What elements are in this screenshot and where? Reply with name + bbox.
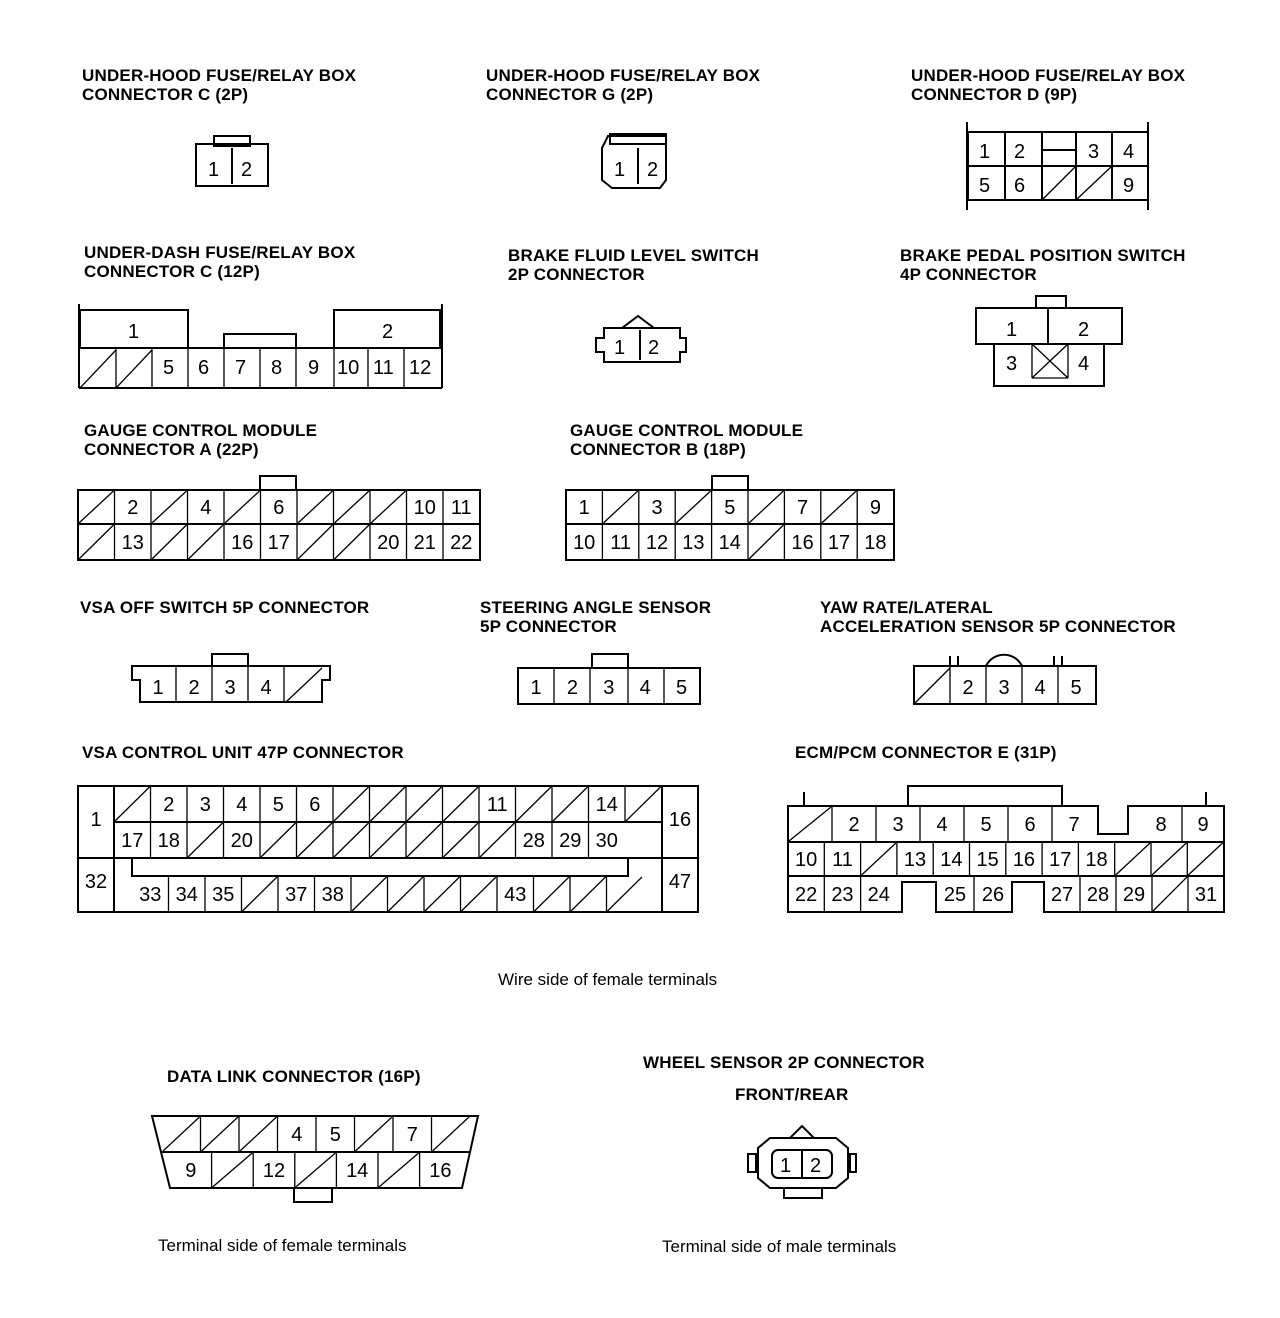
empty-cavity	[480, 823, 515, 857]
pin-label: 14	[940, 849, 963, 871]
connector-brake-fluid	[596, 316, 686, 362]
pin-label: 11	[832, 849, 853, 871]
empty-cavity	[444, 787, 479, 821]
connector-ecm-pcm	[788, 786, 1224, 912]
empty-cavity	[822, 491, 856, 523]
pin-label: 32	[84, 871, 108, 893]
pin-label: 7	[1068, 814, 1080, 836]
connector-brake-pedal	[976, 296, 1122, 386]
empty-cavity	[789, 807, 831, 841]
pin-label: 16	[791, 532, 814, 554]
pin-label: 1	[90, 809, 102, 831]
pin-label: 10	[413, 497, 436, 519]
empty-cavity	[1153, 877, 1187, 911]
pin-label: 14	[718, 532, 741, 554]
pin-label: 1	[152, 677, 164, 699]
pin-label: 2	[1078, 319, 1090, 341]
empty-cavity	[608, 877, 643, 911]
empty-cavity	[425, 877, 460, 911]
empty-cavity	[298, 823, 333, 857]
pin-label: 17	[121, 830, 144, 852]
pin-label: 11	[610, 532, 631, 554]
pin-label: 38	[321, 884, 344, 906]
pin-label: 13	[682, 532, 705, 554]
pin-label: 9	[869, 497, 881, 519]
pin-label: 47	[668, 871, 692, 893]
title-underdash-c: UNDER-DASH FUSE/RELAY BOX CONNECTOR C (12P)	[84, 243, 356, 281]
empty-cavity	[213, 1153, 253, 1187]
title-brake-pedal: BRAKE PEDAL POSITION SWITCH 4P CONNECTOR	[900, 246, 1186, 284]
title-yaw-rate: YAW RATE/LATERAL ACCELERATION SENSOR 5P CONNECTOR	[820, 598, 1176, 636]
empty-cavity	[152, 525, 187, 559]
pin-label: 1	[208, 159, 220, 181]
pin-label: 13	[903, 849, 927, 871]
pin-label: 18	[1085, 849, 1108, 871]
empty-cavity	[371, 787, 406, 821]
pin-label: 2	[1014, 141, 1026, 163]
empty-cavity	[298, 491, 333, 523]
pin-label: 7	[406, 1124, 418, 1146]
empty-cavity	[749, 491, 783, 523]
pin-label: 37	[285, 884, 308, 906]
pin-label: 15	[976, 849, 999, 871]
caption-terminal-side-male: Terminal side of male terminals	[662, 1237, 897, 1256]
pin-label: 6	[1014, 175, 1026, 197]
pin-label: 31	[1194, 884, 1218, 906]
empty-cavity	[407, 823, 442, 857]
pin-label: 11	[450, 497, 472, 519]
connector-underhood-c	[196, 136, 268, 186]
empty-cavity	[115, 787, 150, 821]
pin-label: 12	[409, 357, 432, 379]
pin-label: 3	[892, 814, 904, 836]
title-underhood-c: UNDER-HOOD FUSE/RELAY BOX CONNECTOR C (2P)	[82, 66, 357, 104]
pin-label: 7	[235, 357, 247, 379]
pin-label: 3	[224, 677, 236, 699]
pin-label: 4	[1123, 141, 1135, 163]
pin-label: 11	[373, 357, 394, 379]
pin-label: 5	[163, 357, 175, 379]
pin-label: 4	[936, 814, 948, 836]
title-ecm-pcm: ECM/PCM CONNECTOR E (31P)	[795, 743, 1057, 762]
pin-label: 5	[724, 497, 736, 519]
empty-cavity	[335, 491, 370, 523]
empty-cavity	[371, 823, 406, 857]
pin-label: 1	[979, 141, 991, 163]
pin-label: 1	[128, 321, 140, 343]
empty-cavity	[862, 843, 896, 875]
pin-label: 6	[1024, 814, 1036, 836]
pin-label: 26	[981, 884, 1005, 906]
pin-label: 6	[273, 497, 285, 519]
pin-label: 3	[651, 497, 663, 519]
caption-wire-side-female: Wire side of female terminals	[498, 970, 718, 989]
pin-label: 23	[831, 884, 854, 906]
pin-label: 18	[157, 830, 180, 852]
pin-label: 13	[121, 532, 144, 554]
pin-label: 4	[1078, 353, 1090, 375]
title-vsa-off-switch: VSA OFF SWITCH 5P CONNECTOR	[80, 598, 370, 617]
empty-cavity	[749, 525, 783, 559]
pin-label: 17	[827, 532, 851, 554]
pin-label: 24	[867, 884, 890, 906]
empty-cavity	[1116, 843, 1150, 875]
pin-label: 10	[573, 532, 596, 554]
pin-label: 5	[329, 1124, 341, 1146]
title-underhood-g: UNDER-HOOD FUSE/RELAY BOX CONNECTOR G (2P)	[486, 66, 761, 104]
connector-underhood-g	[602, 134, 666, 188]
connector-gcm-b	[566, 476, 894, 560]
pin-label: 28	[1086, 884, 1110, 906]
pin-label: 8	[271, 357, 283, 379]
empty-cavity	[379, 1153, 419, 1187]
connector-steering-angle	[518, 654, 700, 704]
title-gcm-b: GAUGE CONTROL MODULE CONNECTOR B (18P)	[570, 421, 804, 459]
empty-cavity	[296, 1153, 336, 1187]
title-underhood-d: UNDER-HOOD FUSE/RELAY BOX CONNECTOR D (9P)	[911, 66, 1186, 104]
pin-label: 4	[260, 677, 272, 699]
pin-label: 5	[1070, 677, 1082, 699]
pin-label: 10	[795, 849, 818, 871]
pin-label: 2	[127, 497, 139, 519]
empty-cavity	[188, 823, 223, 857]
pin-label: 7	[797, 497, 809, 519]
connector-underhood-d	[967, 122, 1148, 210]
title-data-link: DATA LINK CONNECTOR (16P)	[167, 1067, 421, 1086]
pin-label: 2	[648, 337, 660, 359]
pin-label: 25	[943, 884, 967, 906]
empty-cavity	[189, 525, 224, 559]
empty-cavity	[163, 1117, 200, 1151]
pin-label: 1	[614, 337, 626, 359]
pin-label: 16	[668, 809, 692, 831]
subtitle-wheel-sensor: FRONT/REAR	[735, 1085, 849, 1104]
pin-label: 18	[864, 532, 887, 554]
pin-label: 1	[780, 1155, 792, 1177]
pin-label: 4	[1034, 677, 1046, 699]
title-brake-fluid: BRAKE FLUID LEVEL SWITCH 2P CONNECTOR	[508, 246, 759, 284]
pin-label: 5	[272, 794, 284, 816]
pin-label: 2	[163, 794, 175, 816]
pin-label: 35	[212, 884, 235, 906]
empty-cavity	[553, 787, 588, 821]
empty-cavity	[240, 1117, 277, 1151]
pin-label: 5	[980, 814, 992, 836]
empty-cavity	[517, 787, 552, 821]
pin-label: 8	[1155, 814, 1167, 836]
empty-cavity	[243, 877, 278, 911]
pin-label: 12	[645, 532, 669, 554]
connector-wheel-sensor	[748, 1126, 856, 1198]
empty-cavity	[79, 491, 114, 523]
pin-label: 34	[175, 884, 198, 906]
pin-label: 10	[337, 357, 360, 379]
pin-label: 21	[413, 532, 436, 554]
pin-label: 30	[595, 830, 618, 852]
title-gcm-a: GAUGE CONTROL MODULE CONNECTOR A (22P)	[84, 421, 318, 459]
connector-yaw-rate	[914, 655, 1096, 704]
connector-gcm-a	[78, 476, 480, 560]
empty-cavity	[626, 787, 661, 821]
pin-label: 27	[1050, 884, 1074, 906]
pin-label: 14	[595, 794, 618, 816]
pin-label: 1	[1006, 319, 1018, 341]
empty-cavity	[444, 823, 479, 857]
pin-label: 9	[1123, 175, 1135, 197]
empty-cavity	[261, 823, 296, 857]
pin-label: 1	[614, 159, 626, 181]
empty-cavity	[433, 1117, 470, 1151]
pin-label: 2	[241, 159, 253, 181]
pin-label: 17	[1049, 849, 1072, 871]
pin-label: 22	[450, 532, 473, 554]
pin-label: 22	[795, 884, 818, 906]
pin-label: 29	[1122, 884, 1146, 906]
empty-cavity	[356, 1117, 393, 1151]
pin-label: 2	[848, 814, 860, 836]
empty-cavity	[535, 877, 570, 911]
pin-label: 4	[291, 1124, 303, 1146]
pin-label: 2	[382, 321, 394, 343]
pin-label: 5	[979, 175, 991, 197]
empty-cavity	[1188, 843, 1222, 875]
empty-cavity	[335, 525, 370, 559]
empty-cavity	[371, 491, 406, 523]
title-steering-angle: STEERING ANGLE SENSOR 5P CONNECTOR	[480, 598, 712, 636]
pin-label: 4	[639, 677, 651, 699]
connector-underdash-c	[79, 304, 442, 388]
empty-cavity	[352, 877, 387, 911]
connector-vsa-control-unit	[78, 786, 698, 912]
caption-terminal-side-female: Terminal side of female terminals	[158, 1236, 407, 1255]
empty-cavity	[571, 877, 606, 911]
pin-label: 3	[603, 677, 615, 699]
pin-label: 20	[230, 830, 253, 852]
pin-label: 2	[566, 677, 578, 699]
pin-label: 2	[962, 677, 974, 699]
title-wheel-sensor: WHEEL SENSOR 2P CONNECTOR	[643, 1053, 925, 1072]
pin-label: 29	[559, 830, 582, 852]
pin-label: 12	[262, 1160, 286, 1182]
empty-cavity	[334, 823, 369, 857]
connector-vsa-off-switch	[132, 654, 330, 702]
empty-cavity	[152, 491, 187, 523]
empty-cavity	[676, 491, 710, 523]
pin-label: 3	[199, 794, 211, 816]
pin-label: 3	[1088, 141, 1100, 163]
empty-cavity	[389, 877, 424, 911]
pin-label: 2	[810, 1155, 822, 1177]
pin-label: 4	[200, 497, 212, 519]
pin-label: 14	[346, 1160, 369, 1182]
pin-label: 9	[308, 357, 320, 379]
empty-cavity	[225, 491, 260, 523]
empty-cavity	[407, 787, 442, 821]
pin-label: 2	[188, 677, 200, 699]
connector-data-link	[152, 1116, 478, 1202]
empty-cavity	[334, 787, 369, 821]
pin-label: 9	[185, 1160, 197, 1182]
pin-label: 16	[429, 1160, 452, 1182]
pin-label: 33	[139, 884, 162, 906]
pin-label: 20	[377, 532, 400, 554]
empty-cavity	[462, 877, 497, 911]
pin-label: 5	[676, 677, 688, 699]
pin-label: 43	[504, 884, 527, 906]
pin-label: 2	[647, 159, 659, 181]
pin-label: 3	[998, 677, 1010, 699]
pin-label: 16	[1012, 849, 1036, 871]
pin-label: 16	[231, 532, 254, 554]
pin-label: 6	[198, 357, 210, 379]
pin-label: 9	[1197, 814, 1209, 836]
empty-cavity	[1152, 843, 1186, 875]
empty-cavity	[79, 525, 114, 559]
pin-label: 28	[522, 830, 545, 852]
empty-cavity	[298, 525, 333, 559]
pin-label: 1	[578, 497, 590, 519]
empty-cavity	[202, 1117, 239, 1151]
pin-label: 6	[309, 794, 321, 816]
pin-label: 3	[1006, 353, 1018, 375]
pin-label: 17	[267, 532, 290, 554]
pin-label: 1	[530, 677, 542, 699]
pin-label: 11	[486, 794, 508, 816]
title-vsa-control-unit: VSA CONTROL UNIT 47P CONNECTOR	[82, 743, 404, 762]
pin-label: 4	[236, 794, 248, 816]
empty-cavity	[603, 491, 637, 523]
